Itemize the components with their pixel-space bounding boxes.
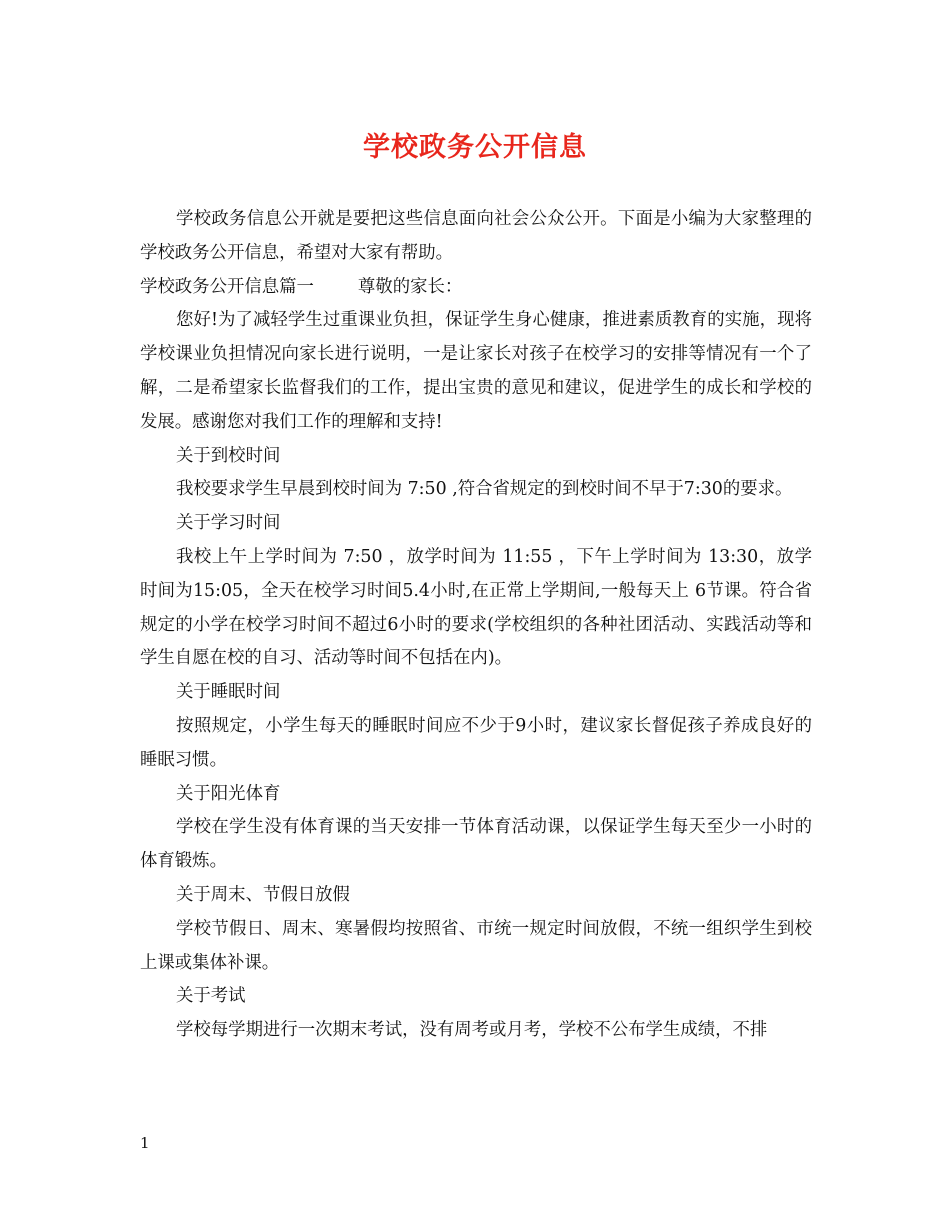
holiday-heading: 关于周末、节假日放假 [176,884,350,905]
sleep-time-heading: 关于睡眠时间 [176,682,281,703]
sports-text: 学校在学生没有体育课的当天安排一节体育活动课，以保证学生每天至少一小时的体育锻炼。 [140,817,812,872]
sleep-time-text: 按照规定，小学生每天的睡眠时间应不少于9小时，建议家长督促孩子养成良好的睡眠习惯。 [140,715,812,770]
section-heading-line [140,271,812,305]
exam-text: 学校每学期进行一次期末考试，没有周考或月考，学校不公布学生成绩，不排 [176,1020,768,1041]
greeting-paragraph: 您好!为了减轻学生过重课业负担，保证学生身心健康，推进素质教育的实施，现将学校课业负担情况向家长进行说明，一是让家长对孩子在校学习的安排等情况有一个了解，二是希望家长监督我们的工作，提出宝贵的意见和建议，促进学生的成长和学校的发展。感谢您对我们工作的理解和支持! [140,310,812,432]
intro-paragraph: 学校政务信息公开就是要把这些信息面向社会公众公开。下面是小编为大家整理的学校政务公开信息，希望对大家有帮助。 [140,209,812,263]
study-time-heading: 关于学习时间 [176,513,281,534]
document-body [140,203,812,1048]
holiday-text: 学校节假日、周末、寒暑假均按照省、市统一规定时间放假，不统一组织学生到校上课或集体补课。 [140,918,812,973]
page-number: 1 [140,1134,150,1152]
arrival-time-heading: 关于到校时间 [176,445,281,466]
sports-heading: 关于阳光体育 [176,783,281,804]
salutation: 尊敬的家长： [357,276,463,297]
document-title: 学校政务公开信息 [363,132,587,163]
section-label: 学校政务公开信息篇一 [140,276,314,297]
exam-heading: 关于考试 [176,986,246,1007]
study-time-text: 我校上午上学时间为 7:50 ，放学时间为 11:55 ，下午上学时间为 13:30，放学时间为15:05，全天在校学习时间5.4小时,在正常上学期间,一般每天上 6节课。符合省规定的小学在校学习时间不超过6小时的要求(学校组织的各种社团活动、实践活动等和学生自愿在校的自习、活动等时间不包括在内)。 [140,546,812,669]
arrival-time-text: 我校要求学生早晨到校时间为 7:50 ,符合省规定的到校时间不早于7:30的要求。 [176,479,793,500]
